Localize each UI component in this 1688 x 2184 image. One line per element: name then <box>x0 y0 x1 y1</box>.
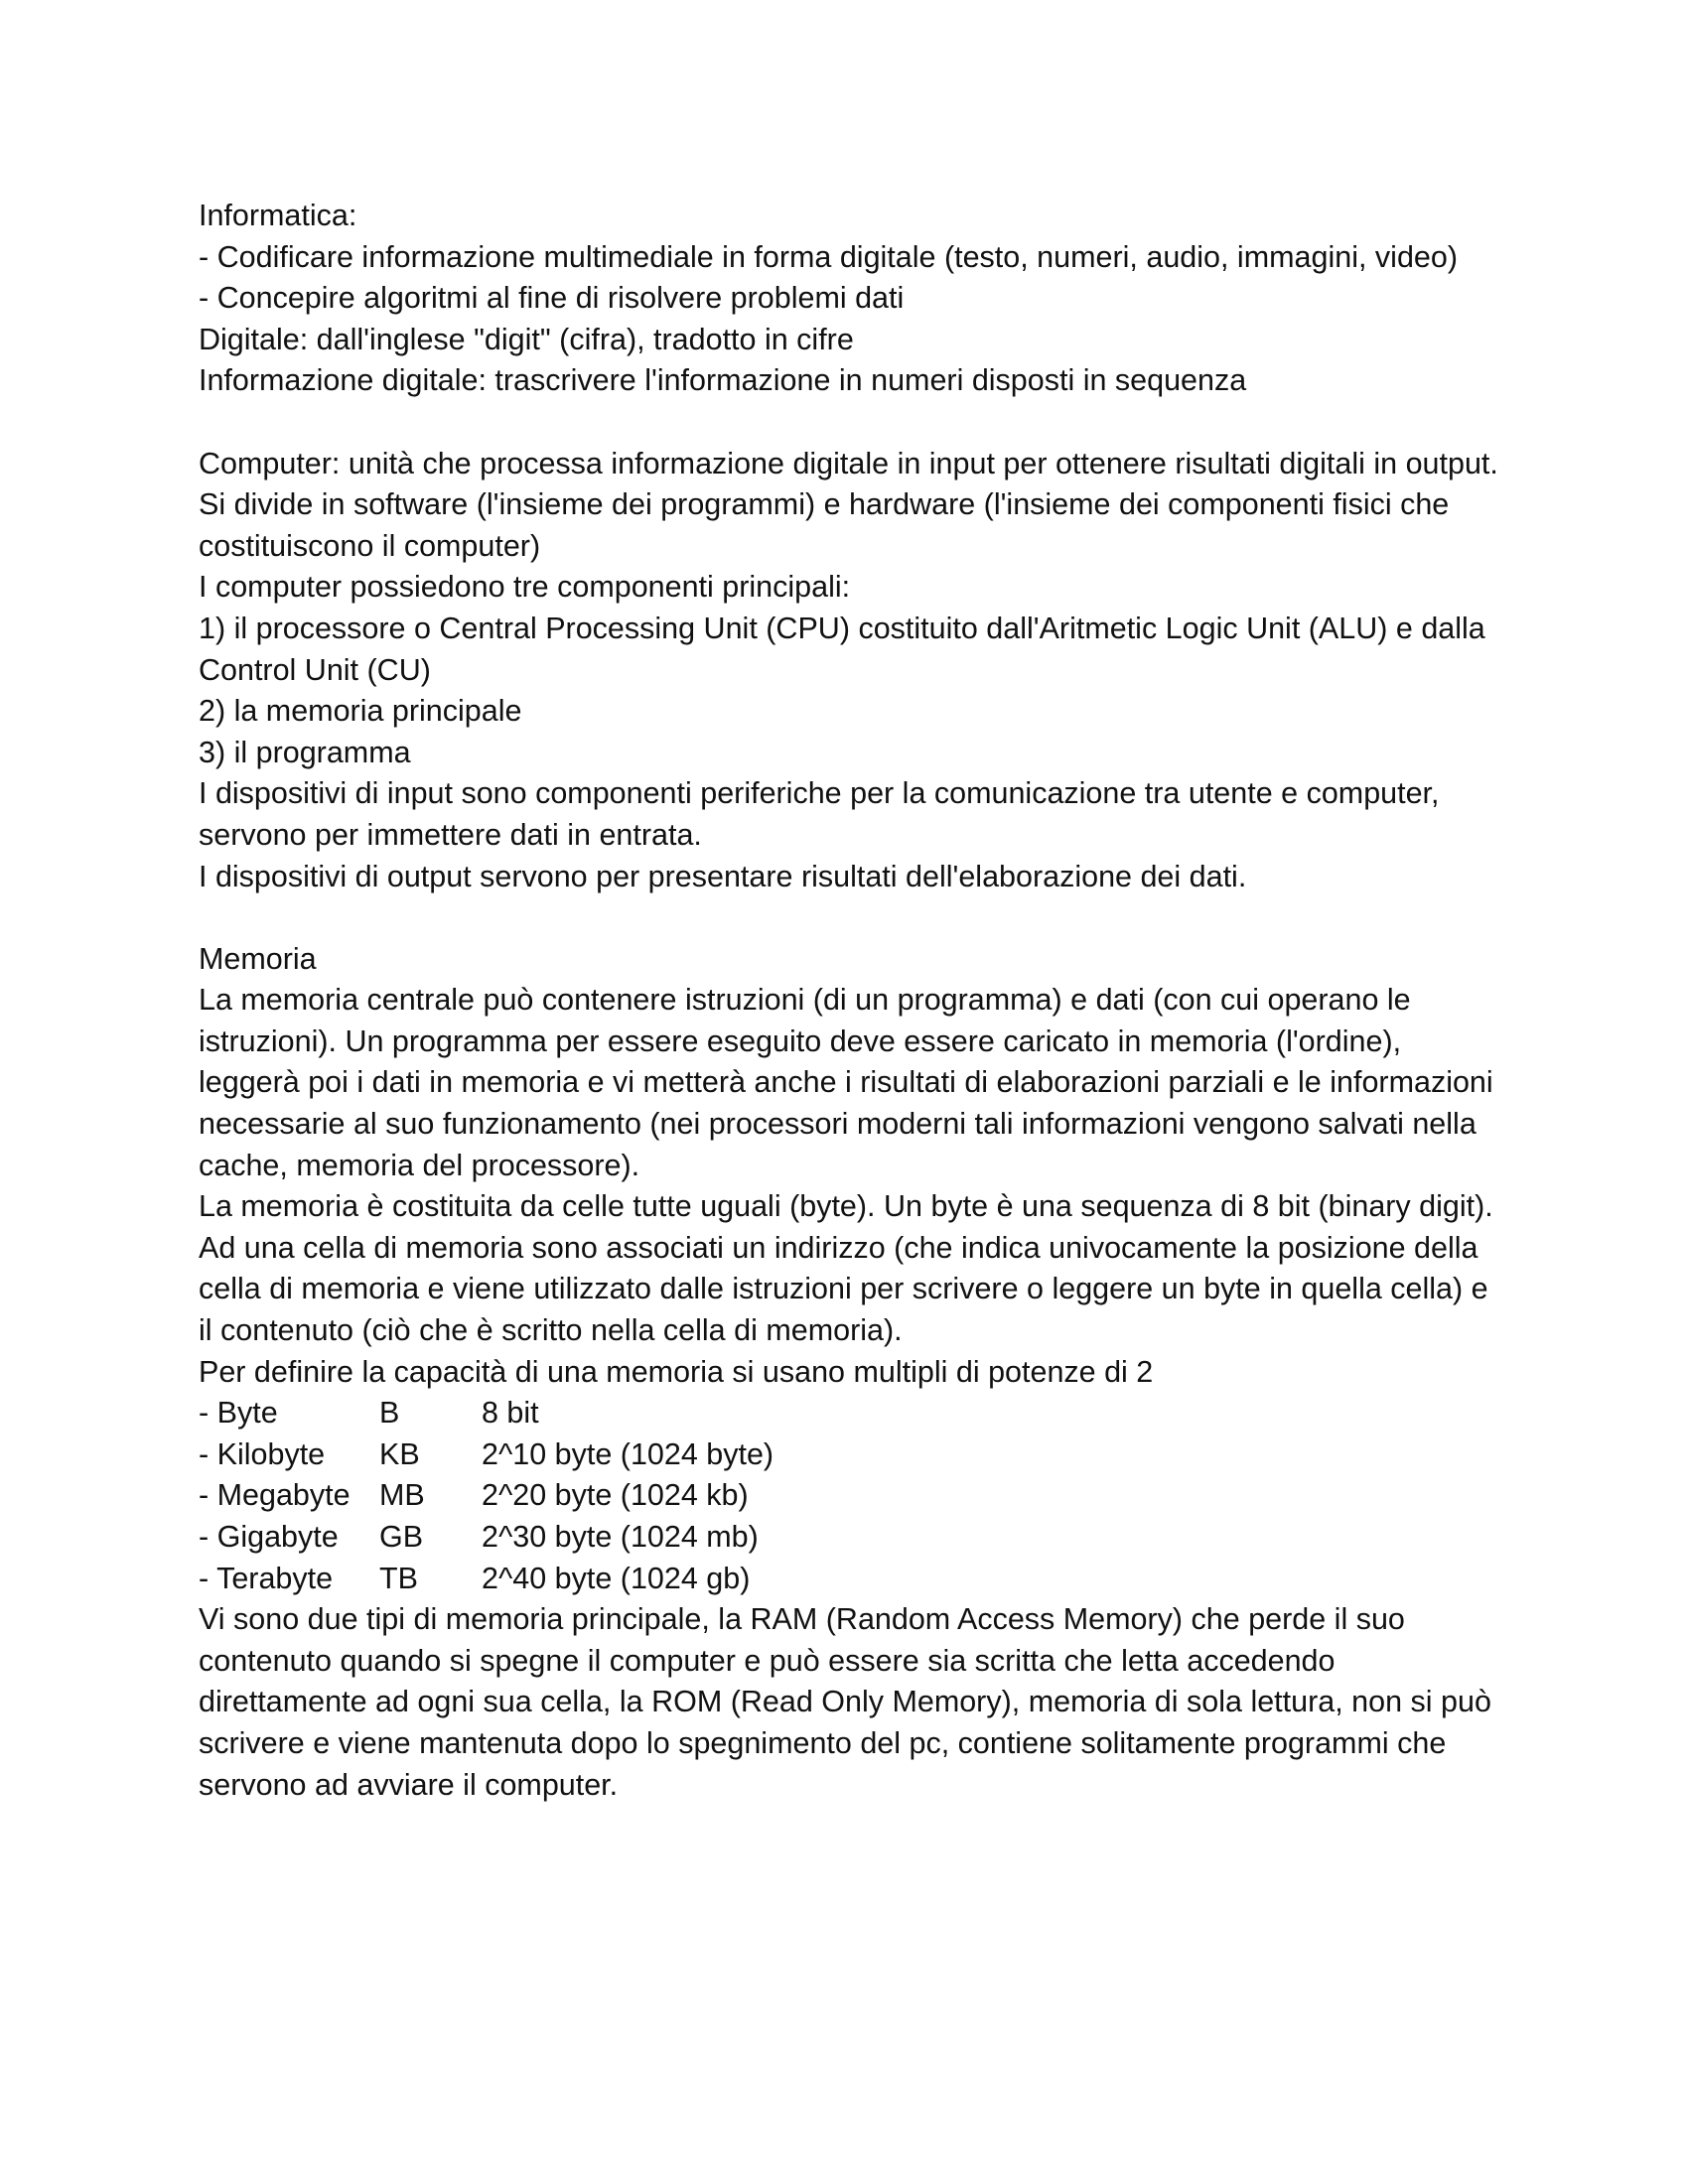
memoria-closing-line: Vi sono due tipi di memoria principale, la RAM (Random Access Memory) che perde il suo <box>199 1602 1405 1637</box>
memoria-line: il contenuto (ciò che è scritto nella cella di memoria). <box>199 1313 903 1348</box>
unit-abbr: KB <box>379 1436 420 1471</box>
memoria-line: leggerà poi i dati in memoria e vi metterà anche i risultati di elaborazioni parziali e le informazioni <box>199 1065 1493 1100</box>
unit-row <box>199 1559 1529 1600</box>
unit-name: - Terabyte <box>199 1561 334 1595</box>
unit-row <box>199 1475 1529 1517</box>
memoria-line: cache, memoria del processore). <box>199 1148 640 1182</box>
unit-name: - Kilobyte <box>199 1436 326 1471</box>
unit-abbr: MB <box>379 1478 425 1513</box>
memoria-closing-line: contenuto quando si spegne il computer e può essere sia scritta che letta accedendo <box>199 1643 1336 1678</box>
memoria-line: Per definire la capacità di una memoria si usano multipli di potenze di 2 <box>199 1354 1154 1389</box>
unit-abbr: B <box>379 1396 400 1431</box>
memoria-line: necessarie al suo funzionamento (nei processori moderni tali informazioni vengono salvati nella <box>199 1107 1477 1142</box>
document-page <box>199 196 1529 1806</box>
unit-size: 2^20 byte (1024 kb) <box>482 1478 749 1513</box>
computer-line: 1) il processore o Central Processing Unit (CPU) costituito dall'Aritmetic Logic Unit (ALU) e dalla <box>199 611 1485 645</box>
unit-name: - Byte <box>199 1396 278 1431</box>
computer-line: servono per immettere dati in entrata. <box>199 817 702 852</box>
memoria-heading: Memoria <box>199 941 317 976</box>
unit-row <box>199 1393 1529 1434</box>
intro-line: Digitale: dall'inglese "digit" (cifra), tradotto in cifre <box>199 322 854 356</box>
memoria-line: La memoria centrale può contenere istruzioni (di un programma) e dati (con cui operano le <box>199 983 1411 1018</box>
paragraph-gap <box>199 897 1529 939</box>
intro-line: - Codificare informazione multimediale in forma digitale (testo, numeri, audio, immagini, video) <box>199 239 1458 274</box>
computer-line: Computer: unità che processa informazione digitale in input per ottenere risultati digitali in output. <box>199 446 1498 480</box>
computer-line: Control Unit (CU) <box>199 652 431 687</box>
unit-size: 2^10 byte (1024 byte) <box>482 1436 774 1471</box>
intro-title: Informatica: <box>199 199 357 232</box>
unit-abbr: GB <box>379 1520 424 1554</box>
memoria-closing-line: scrivere e viene mantenuta dopo lo spegnimento del pc, contiene solitamente programmi che <box>199 1725 1447 1760</box>
memoria-closing-line: servono ad avviare il computer. <box>199 1767 619 1802</box>
computer-line: I dispositivi di input sono componenti periferiche per la comunicazione tra utente e computer, <box>199 776 1440 811</box>
memoria-line: Ad una cella di memoria sono associati un indirizzo (che indica univocamente la posizione della <box>199 1230 1478 1265</box>
memoria-closing-line: direttamente ad ogni sua cella, la ROM (Read Only Memory), memoria di sola lettura, non si può <box>199 1685 1491 1719</box>
computer-line: costituiscono il computer) <box>199 528 541 563</box>
unit-size: 2^30 byte (1024 mb) <box>482 1520 759 1554</box>
unit-name: - Gigabyte <box>199 1520 339 1554</box>
unit-size: 8 bit <box>482 1396 539 1431</box>
paragraph-gap <box>199 402 1529 444</box>
unit-size: 2^40 byte (1024 gb) <box>482 1561 751 1595</box>
computer-line: I dispositivi di output servono per presentare risultati dell'elaborazione dei dati. <box>199 859 1247 893</box>
memoria-line: La memoria è costituita da celle tutte uguali (byte). Un byte è una sequenza di 8 bit (binary digit). <box>199 1189 1493 1224</box>
unit-name: - Megabyte <box>199 1478 351 1513</box>
memoria-line: istruzioni). Un programma per essere eseguito deve essere caricato in memoria (l'ordine), <box>199 1024 1402 1058</box>
computer-line: I computer possiedono tre componenti principali: <box>199 570 851 605</box>
computer-line: 2) la memoria principale <box>199 694 522 729</box>
intro-line: - Concepire algoritmi al fine di risolvere problemi dati <box>199 281 905 316</box>
unit-row <box>199 1517 1529 1559</box>
memoria-line: cella di memoria e viene utilizzato dalle istruzioni per scrivere o leggere un byte in quella cella) e <box>199 1272 1488 1306</box>
computer-line: Si divide in software (l'insieme dei programmi) e hardware (l'insieme dei componenti fisici che <box>199 487 1450 522</box>
intro-line: Informazione digitale: trascrivere l'informazione in numeri disposti in sequenza <box>199 363 1247 398</box>
unit-abbr: TB <box>379 1561 418 1595</box>
computer-line: 3) il programma <box>199 735 411 769</box>
unit-row <box>199 1434 1529 1476</box>
